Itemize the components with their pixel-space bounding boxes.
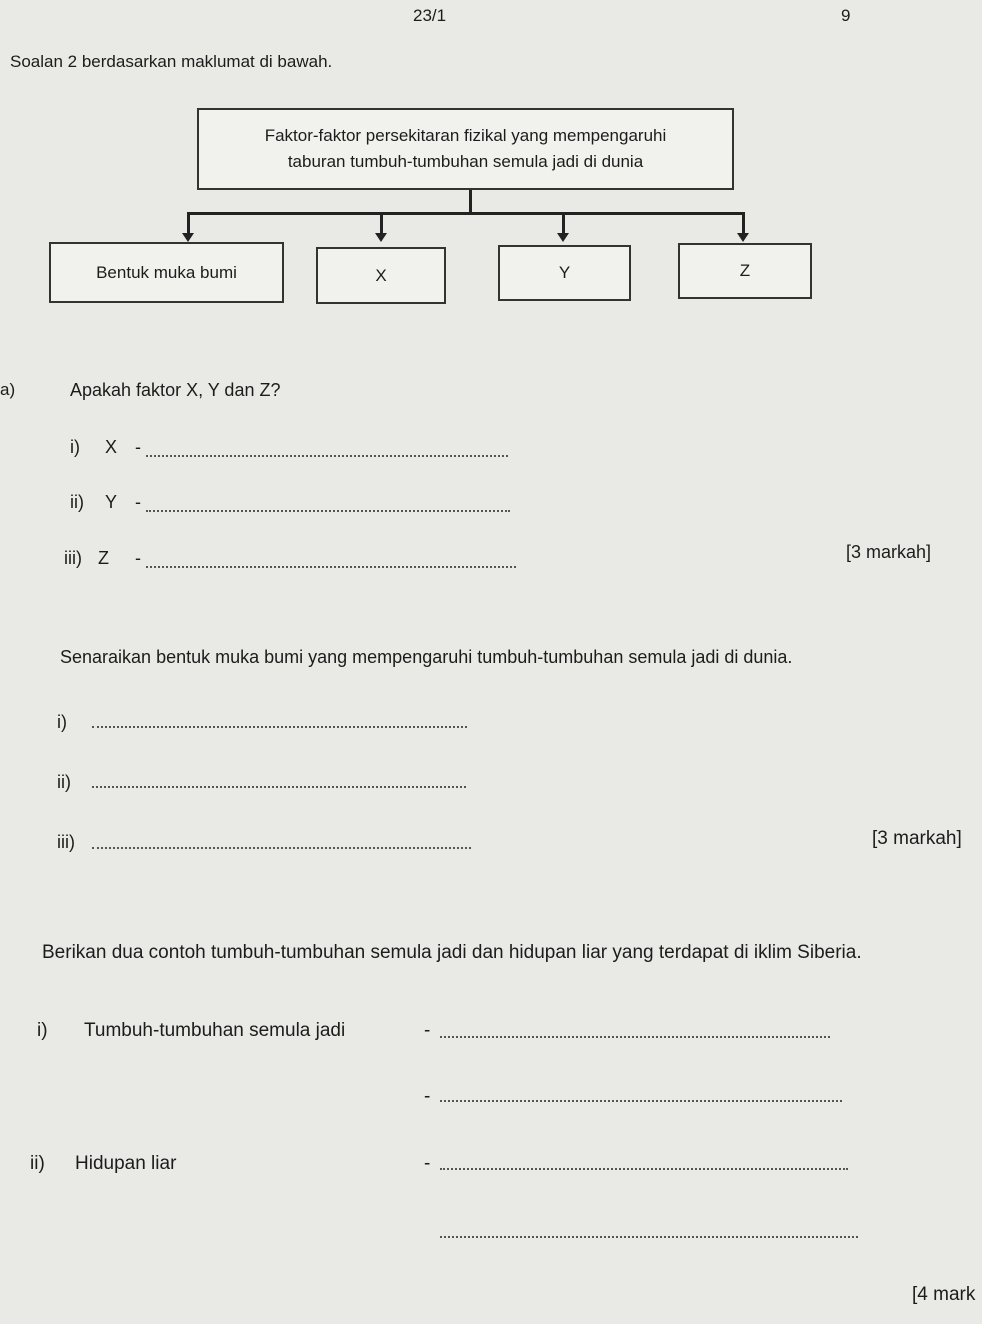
- connector-stem: [469, 190, 472, 214]
- part-c-item-2-dash: -: [424, 1153, 431, 1174]
- arrow-head-3: [557, 233, 569, 242]
- part-b-item-1-num: i): [57, 712, 67, 732]
- part-a-question: Apakah faktor X, Y dan Z?: [70, 380, 281, 400]
- diagram-box-z-label: Z: [739, 261, 751, 280]
- arrow-line-3: [562, 212, 565, 234]
- part-a-item-1-key: X: [105, 437, 118, 457]
- arrow-head-1: [182, 233, 194, 242]
- connector-bar: [187, 212, 745, 215]
- part-a-item-3-num: iii): [64, 548, 82, 568]
- part-a-item-2-key: Y: [105, 492, 118, 512]
- answer-line-b3[interactable]: [92, 847, 471, 849]
- answer-line-b2[interactable]: [92, 786, 466, 788]
- part-c-item-1-dash: -: [424, 1020, 431, 1041]
- part-a-item-2-dash: -: [135, 492, 141, 512]
- diagram-box-y: [498, 245, 631, 301]
- diagram-top-box: [197, 108, 734, 190]
- answer-line-a2[interactable]: [146, 510, 510, 512]
- paper-code: 23/1: [413, 6, 447, 25]
- part-a-item-3-key: Z: [98, 548, 109, 568]
- part-b-item-3-num: iii): [57, 832, 75, 852]
- part-a-marks: [3 markah]: [846, 542, 932, 562]
- diagram-top-line1: Faktor-faktor persekitaran fizikal yang mempengaruhi: [264, 126, 667, 145]
- answer-line-c2a[interactable]: [440, 1168, 848, 1170]
- part-a-label: a): [0, 380, 16, 399]
- arrow-head-4: [737, 233, 749, 242]
- answer-line-b1[interactable]: [92, 726, 467, 728]
- diagram-box-landform-label: Bentuk muka bumi: [96, 262, 237, 282]
- arrow-head-2: [375, 233, 387, 242]
- part-b-question: Senaraikan bentuk muka bumi yang mempengaruhi tumbuh-tumbuhan semula jadi di dunia.: [60, 647, 793, 667]
- diagram-box-x-label: X: [375, 265, 387, 285]
- arrow-line-2: [380, 212, 383, 234]
- diagram-box-y-label: Y: [558, 263, 571, 282]
- part-c-question: Berikan dua contoh tumbuh-tumbuhan semula jadi dan hidupan liar yang terdapat di iklim Siberia.: [42, 942, 862, 963]
- part-a-item-1-num: i): [70, 437, 80, 457]
- intro-text: Soalan 2 berdasarkan maklumat di bawah.: [10, 52, 333, 71]
- diagram-box-x: [316, 247, 446, 304]
- answer-line-a1[interactable]: [146, 455, 508, 457]
- part-a-item-1-dash: -: [135, 437, 141, 457]
- arrow-line-1: [187, 212, 190, 234]
- part-c-item-2-label: Hidupan liar: [75, 1153, 177, 1174]
- answer-line-c2b[interactable]: [440, 1236, 858, 1238]
- page-number: 9: [841, 6, 851, 25]
- diagram-box-landform: [49, 242, 284, 303]
- part-c-item-1-num: i): [37, 1020, 48, 1041]
- part-b-item-2-num: ii): [57, 772, 71, 792]
- answer-line-c1b[interactable]: [440, 1100, 842, 1102]
- diagram-box-z: [678, 243, 812, 299]
- part-a-item-3-dash: -: [135, 548, 141, 568]
- part-c-item-1-label: Tumbuh-tumbuhan semula jadi: [84, 1020, 346, 1041]
- part-b-marks: [3 markah]: [872, 828, 962, 849]
- arrow-line-4: [742, 212, 745, 234]
- answer-line-a3[interactable]: [146, 566, 516, 568]
- part-a-item-2-num: ii): [70, 492, 84, 512]
- answer-line-c1a[interactable]: [440, 1036, 830, 1038]
- part-c-marks: [4 mark: [912, 1284, 976, 1305]
- diagram-top-line2: taburan tumbuh-tumbuhan semula jadi di dunia: [287, 152, 644, 171]
- part-c-item-2-num: ii): [30, 1153, 45, 1174]
- part-c-item-1b-dash: -: [424, 1086, 431, 1107]
